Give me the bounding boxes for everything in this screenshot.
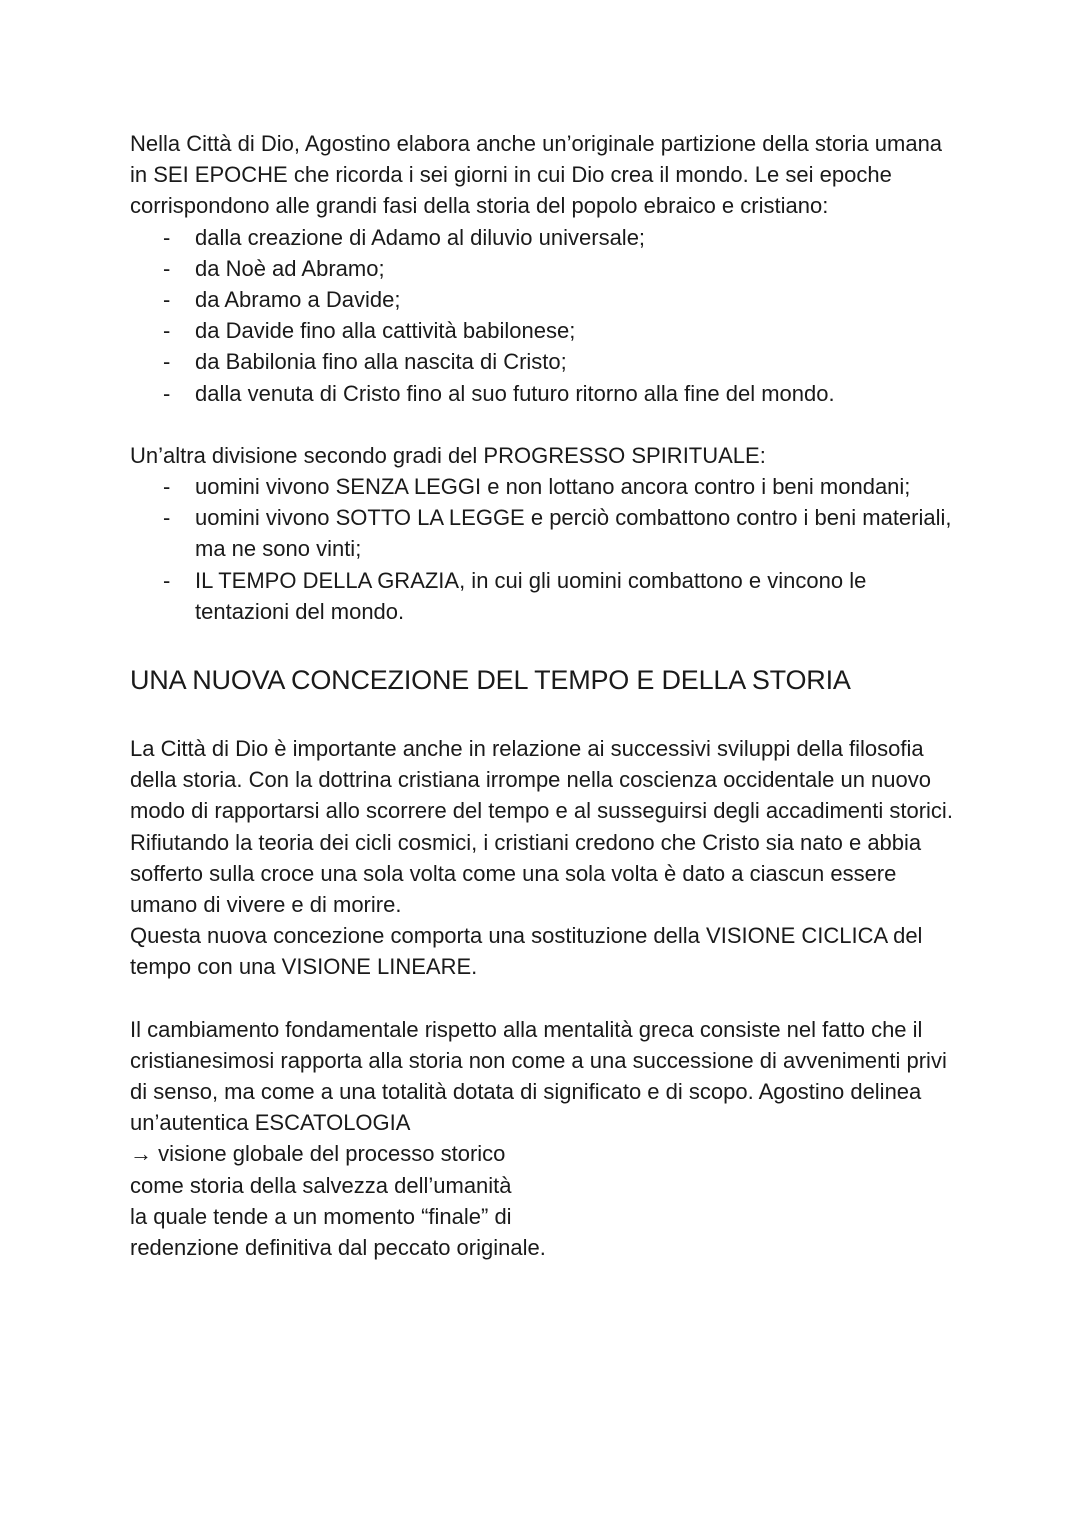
- list-item: - da Abramo a Davide;: [130, 284, 960, 315]
- document-page: [130, 128, 960, 1263]
- list-item: - uomini vivono SOTTO LA LEGGE e perciò combattono contro i beni materiali, ma ne sono vinti;: [130, 502, 960, 564]
- list-item: - da Davide fino alla cattività babilonese;: [130, 315, 960, 346]
- list-item: - uomini vivono SENZA LEGGI e non lottano ancora contro i beni mondani;: [130, 471, 960, 502]
- progress-stages-list: [130, 471, 960, 627]
- section-paragraph-4: Il cambiamento fondamentale rispetto alla mentalità greca consiste nel fatto che il cristianesimosi rapporta alla storia non come a una successione di avvenimenti privi di senso, ma come a una totalità dotata di significato e di scopo. Agostino delinea un’autentica ESCATOLOGIA: [130, 1016, 947, 1136]
- list-item: - IL TEMPO DELLA GRAZIA, in cui gli uomini combattono e vincono le tentazioni del mondo.: [130, 565, 960, 627]
- list-item: - da Babilonia fino alla nascita di Cristo;: [130, 346, 960, 377]
- escatologia-line: redenzione definitiva dal peccato originale.: [130, 1235, 546, 1261]
- list-item: - dalla creazione di Adamo al diluvio universale;: [130, 222, 960, 253]
- spacer: [130, 409, 960, 440]
- escatologia-line: → visione globale del processo storico: [130, 1141, 506, 1167]
- spacer: [130, 983, 960, 1014]
- list-item: - dalla venuta di Cristo fino al suo futuro ritorno alla fine del mondo.: [130, 378, 960, 409]
- section-heading: UNA NUOVA CONCEZIONE DEL TEMPO E DELLA STORIA: [130, 665, 851, 696]
- escatologia-line: la quale tende a un momento “finale” di: [130, 1203, 512, 1229]
- progress-paragraph: Un’altra divisione secondo gradi del PROGRESSO SPIRITUALE:: [130, 442, 766, 468]
- escatologia-line: come storia della salvezza dell’umanità: [130, 1172, 512, 1198]
- intro-paragraph: Nella Città di Dio, Agostino elabora anche un’originale partizione della storia umana in SEI EPOCHE che ricorda i sei giorni in cui Dio crea il mondo. Le sei epoche corrispondono alle grandi fasi della storia del popolo ebraico e cristiano:: [130, 131, 943, 219]
- section-paragraph-2: Rifiutando la teoria dei cicli cosmici, i cristiani credono che Cristo sia nato e abbia sofferto sulla croce una sola volta come una sola volta è dato a ciascun essere umano di vivere e di morire.: [130, 829, 922, 918]
- epochs-list: [130, 222, 960, 409]
- section-paragraph-1: La Città di Dio è importante anche in relazione ai successivi sviluppi della filosofia della storia. Con la dottrina cristiana irrompe nella coscienza occidentale un nuovo modo di rapportarsi allo scorrere del tempo e al susseguirsi degli accadimenti storici.: [130, 736, 953, 824]
- list-item: - da Noè ad Abramo;: [130, 253, 960, 284]
- section-paragraph-3: Questa nuova concezione comporta una sostituzione della VISIONE CICLICA del tempo con una VISIONE LINEARE.: [130, 923, 923, 980]
